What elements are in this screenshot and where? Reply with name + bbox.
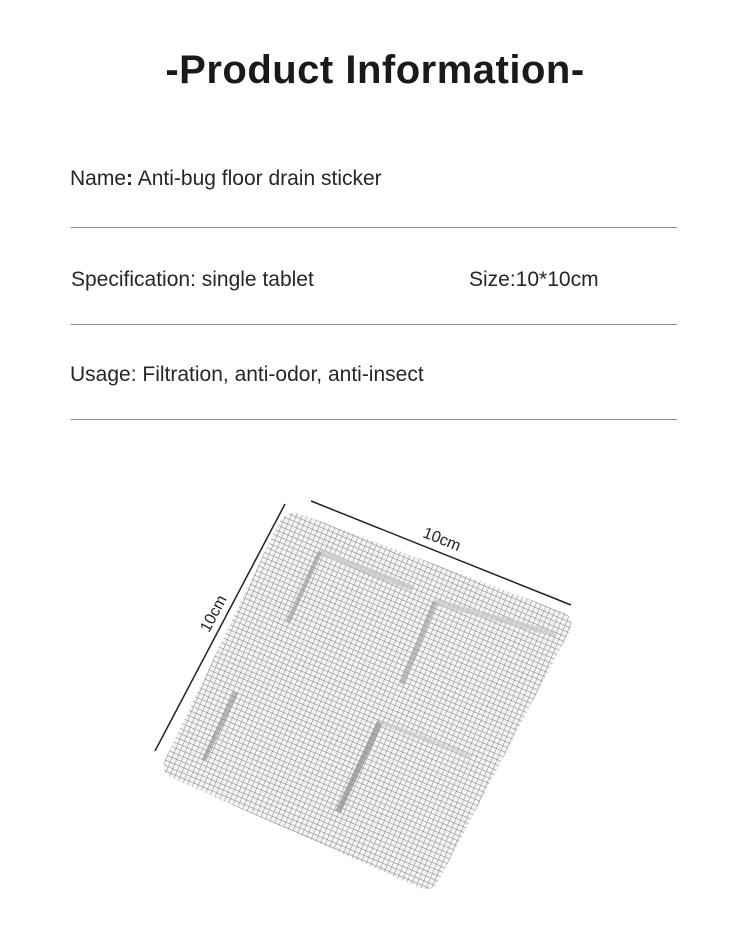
name-separator: : <box>126 167 134 190</box>
specification-text: Specification: single tablet <box>71 268 314 291</box>
mesh-sticker <box>89 460 650 926</box>
height-label: 10cm <box>197 592 231 636</box>
name-value: Anti-bug floor drain sticker <box>137 167 382 190</box>
divider-3 <box>71 419 677 420</box>
divider-1 <box>71 227 677 228</box>
divider-2 <box>71 324 677 325</box>
product-illustration <box>0 460 750 926</box>
size-text: Size:10*10cm <box>469 268 599 291</box>
width-label: 10cm <box>420 524 463 555</box>
page-title: -Product Information- <box>165 48 585 92</box>
name-row <box>70 167 382 191</box>
name-label: Name <box>70 167 127 190</box>
mesh-sticker-svg <box>0 460 750 926</box>
usage-text: Usage: Filtration, anti-odor, anti-insect <box>70 363 424 386</box>
